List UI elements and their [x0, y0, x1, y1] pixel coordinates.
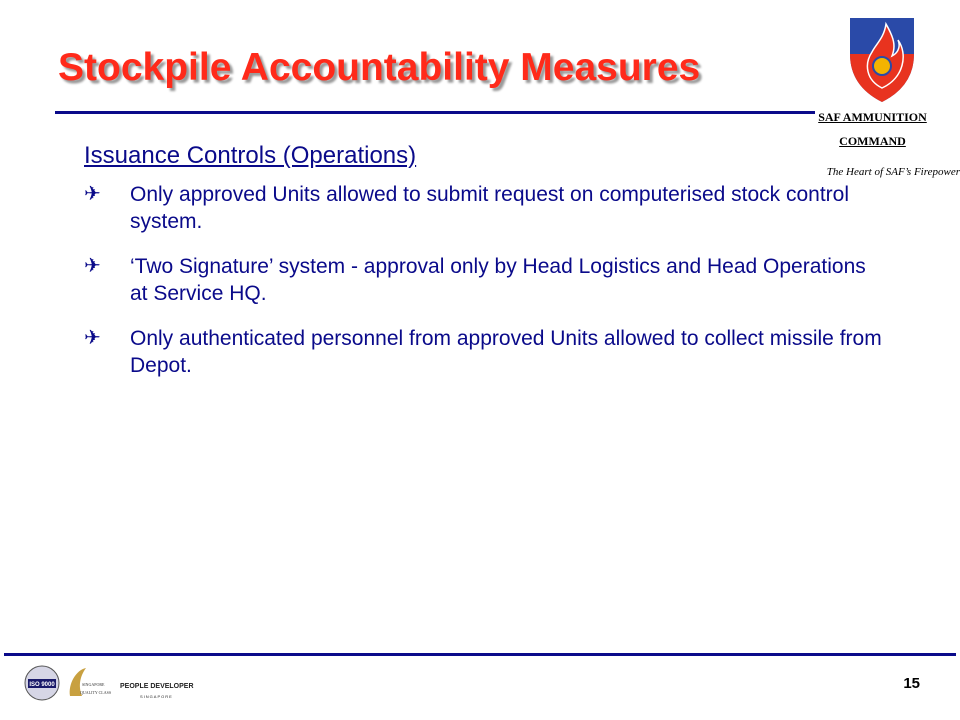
bullet-list — [84, 181, 884, 397]
bullet-item — [84, 253, 884, 307]
people-developer-text: PEOPLE DEVELOPER — [120, 683, 194, 690]
iso-9000-logo — [25, 666, 59, 700]
section-heading: Issuance Controls (Operations) — [84, 142, 417, 169]
footer-divider — [4, 653, 956, 656]
page-number: 15 — [903, 675, 920, 692]
flame-shield-icon — [846, 14, 918, 104]
org-tagline: The Heart of SAF’s Firepower — [826, 166, 960, 178]
iso-logo-text: ISO 9000 — [29, 682, 55, 688]
singapore-quality-class-logo — [70, 668, 111, 696]
airplane-icon: ✈ — [84, 327, 101, 349]
bullet-item — [84, 181, 884, 235]
org-name-line1: SAF AMMUNITION — [818, 110, 927, 124]
bullet-text: Only approved Units allowed to submit request on computerised stock control system. — [130, 183, 850, 233]
slide-title: Stockpile Accountability Measures — [58, 46, 701, 89]
airplane-icon: ✈ — [84, 183, 101, 205]
org-name-line2: COMMAND — [839, 134, 906, 148]
sqc-logo-text-2: QUALITY CLASS — [80, 690, 112, 695]
title-divider — [55, 111, 815, 114]
bullet-item — [84, 325, 884, 379]
bullet-text: Only authenticated personnel from approved Units allowed to collect missile from Depot. — [130, 327, 882, 377]
people-developer-logo — [120, 683, 194, 699]
org-name — [790, 105, 955, 153]
certification-logos — [22, 662, 212, 704]
airplane-icon: ✈ — [84, 255, 101, 277]
sqc-logo-text-1: SINGAPORE — [82, 682, 105, 687]
bullet-text: ‘Two Signature’ system - approval only by Head Logistics and Head Operations at Service HQ. — [130, 255, 866, 305]
people-developer-subtext: SINGAPORE — [140, 694, 173, 699]
